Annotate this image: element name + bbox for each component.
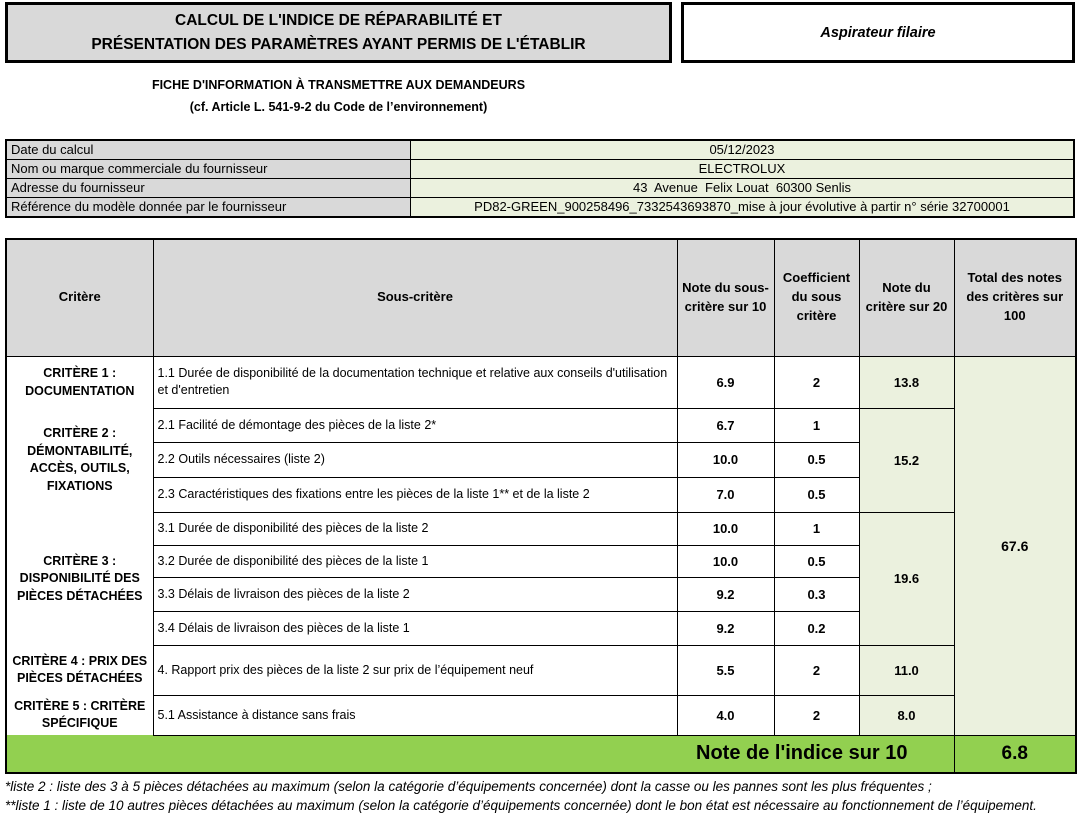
final-score-value: 6.8 (954, 735, 1076, 773)
subtitle (5, 75, 672, 119)
col-header-note-sous-critere: Note du sous-critère sur 10 (677, 239, 774, 357)
subcriterion-cell: 3.1 Durée de disponibilité des pièces de la liste 2 (153, 512, 677, 545)
info-row (6, 159, 1074, 178)
coef-cell: 0.5 (774, 477, 859, 512)
top-header-row (5, 2, 1075, 63)
note10-cell: 5.5 (677, 645, 774, 695)
note10-cell: 4.0 (677, 695, 774, 735)
final-score-label: Note de l'indice sur 10 (6, 735, 954, 773)
info-label: Date du calcul (6, 140, 411, 160)
note20-cell: 8.0 (859, 695, 954, 735)
coef-cell: 2 (774, 645, 859, 695)
note10-cell: 6.9 (677, 356, 774, 408)
info-row (6, 178, 1074, 197)
coef-cell: 0.2 (774, 611, 859, 645)
info-label: Adresse du fournisseur (6, 178, 411, 197)
coef-cell: 0.3 (774, 577, 859, 611)
subcriterion-cell: 2.2 Outils nécessaires (liste 2) (153, 442, 677, 477)
calculation-date-value: 05/12/2023 (411, 140, 1075, 160)
criterion-3-cell: CRITÈRE 3 : DISPONIBILITÉ DES PIÈCES DÉTACHÉES (6, 512, 153, 645)
note10-cell: 10.0 (677, 545, 774, 577)
criterion-1-cell: CRITÈRE 1 : DOCUMENTATION (6, 356, 153, 408)
subcriterion-cell: 4. Rapport prix des pièces de la liste 2 sur prix de l’équipement neuf (153, 645, 677, 695)
subcriterion-cell: 2.3 Caractéristiques des fixations entre les pièces de la liste 1** et de la liste 2 (153, 477, 677, 512)
col-header-note-critere: Note du critère sur 20 (859, 239, 954, 357)
note20-cell: 11.0 (859, 645, 954, 695)
supplier-name-value: ELECTROLUX (411, 159, 1075, 178)
subcriterion-cell: 3.2 Durée de disponibilité des pièces de la liste 1 (153, 545, 677, 577)
info-label: Référence du modèle donnée par le fournisseur (6, 197, 411, 217)
criteria-table (5, 238, 1077, 774)
subcriterion-cell: 3.4 Délais de livraison des pièces de la liste 1 (153, 611, 677, 645)
title-box (5, 2, 672, 63)
subcriterion-cell: 1.1 Durée de disponibilité de la documentation technique et relative aux conseils d'utilisation et d'entretien (153, 356, 677, 408)
coef-cell: 0.5 (774, 442, 859, 477)
title-line-2: PRÉSENTATION DES PARAMÈTRES AYANT PERMIS DE L'ÉTABLIR (91, 35, 586, 53)
note20-cell: 13.8 (859, 356, 954, 408)
note10-cell: 10.0 (677, 512, 774, 545)
final-score-row (6, 735, 1076, 773)
coef-cell: 2 (774, 695, 859, 735)
subcriterion-cell: 2.1 Facilité de démontage des pièces de la liste 2* (153, 408, 677, 442)
table-row (6, 645, 1076, 695)
subtitle-line-2: (cf. Article L. 541-9-2 du Code de l’environnement) (189, 99, 488, 114)
title-line-1: CALCUL DE L'INDICE DE RÉPARABILITÉ ET (175, 12, 502, 30)
table-row (6, 408, 1076, 442)
note20-cell: 19.6 (859, 512, 954, 645)
note10-cell: 7.0 (677, 477, 774, 512)
note10-cell: 6.7 (677, 408, 774, 442)
criterion-2-cell: CRITÈRE 2 : DÉMONTABILITÉ, ACCÈS, OUTILS, FIXATIONS (6, 408, 153, 512)
subcriterion-cell: 5.1 Assistance à distance sans frais (153, 695, 677, 735)
subtitle-line-1: FICHE D'INFORMATION À TRANSMETTRE AUX DEMANDEURS (151, 78, 526, 92)
note10-cell: 10.0 (677, 442, 774, 477)
col-header-sous-critere: Sous-critère (153, 239, 677, 357)
table-row (6, 695, 1076, 735)
supplier-address-value: 43 Avenue Felix Louat 60300 Senlis (411, 178, 1075, 197)
info-label: Nom ou marque commerciale du fournisseur (6, 159, 411, 178)
coef-cell: 1 (774, 512, 859, 545)
coef-cell: 0.5 (774, 545, 859, 577)
note20-cell: 15.2 (859, 408, 954, 512)
table-row (6, 356, 1076, 408)
table-row (6, 512, 1076, 545)
coef-cell: 2 (774, 356, 859, 408)
criterion-5-cell: CRITÈRE 5 : CRITÈRE SPÉCIFIQUE (6, 695, 153, 735)
subcriterion-cell: 3.3 Délais de livraison des pièces de la liste 2 (153, 577, 677, 611)
note10-cell: 9.2 (677, 611, 774, 645)
col-header-total: Total des notes des critères sur 100 (954, 239, 1076, 357)
col-header-critere: Critère (6, 239, 153, 357)
coef-cell: 1 (774, 408, 859, 442)
info-row (6, 197, 1074, 217)
col-header-coefficient: Coefficient du sous critère (774, 239, 859, 357)
criterion-4-cell: CRITÈRE 4 : PRIX DES PIÈCES DÉTACHÉES (6, 645, 153, 695)
total-score-cell: 67.6 (954, 356, 1076, 735)
table-header-row (6, 239, 1076, 357)
product-category-label: Aspirateur filaire (820, 24, 936, 41)
footnote-liste-1: **liste 1 : liste de 10 autres pièces détachées au maximum (selon la catégorie d’équipements concernée) dont le bon état est nécessaire au fonctionnement de l’équipement. (5, 798, 1037, 814)
note10-cell: 9.2 (677, 577, 774, 611)
model-reference-value: PD82-GREEN_900258496_7332543693870_mise à jour évolutive à partir n° série 32700001 (411, 197, 1075, 217)
info-row (6, 140, 1074, 160)
supplier-info-table (5, 139, 1075, 218)
product-box (681, 2, 1075, 63)
footnote-liste-2: *liste 2 : liste des 3 à 5 pièces détachées au maximum (selon la catégorie d’équipements concernée) dont la casse ou les pannes sont les plus fréquentes ; (5, 778, 932, 794)
footnotes (5, 777, 1075, 816)
